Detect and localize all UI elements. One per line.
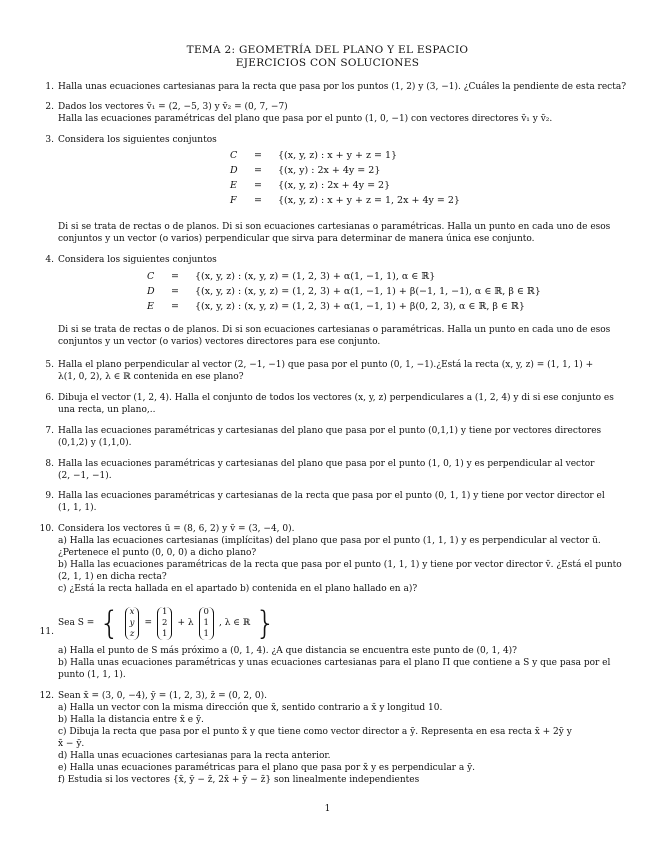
exercise-text: (2, 1, 1) en dicha recta?: [58, 572, 167, 582]
exercise-text: una recta, un plano,..: [58, 405, 156, 415]
exercise-number: 11.: [39, 627, 54, 637]
exercise-text: c) ¿Está la recta hallada en el apartado b) contenida en el plano hallado en a)?: [58, 584, 418, 594]
exercise-text: (0,1,2) y (1,1,0).: [58, 438, 132, 448]
title-line-2: EJERCICIOS CON SOLUCIONES: [235, 57, 420, 69]
exercise-text: Dibuja el vector (1, 2, 4). Halla el conjunto de todos los vectores (x, y, z) perpendiculares a (1, 2, 4) y di si ese conjunto es: [58, 393, 614, 403]
exercise-text: f) Estudia si los vectores {x̄, ȳ − z̄, 2x̄ + ȳ − z̄} son linealmente independientes: [58, 775, 420, 785]
exercise-text: Dados los vectores v̄₁ = (2, −5, 3) y v̄₂ = (0, 7, −7): [58, 102, 288, 112]
right-brace-icon: }: [255, 604, 276, 642]
exercise-text: Di si se trata de rectas o de planos. Di si son ecuaciones cartesianas o paramétricas. Halla un punto en cada uno de esos: [58, 325, 611, 335]
exercise-text: ¿Pertenece el punto (0, 0, 0) a dicho plano?: [58, 548, 257, 558]
exercise-text: Di si se trata de rectas o de planos. Di si son ecuaciones cartesianas o paramétricas. Halla un punto en cada uno de esos: [58, 222, 611, 232]
exercise-text: Sean x̄ = (3, 0, −4), ȳ = (1, 2, 3), z̄ = (0, 2, 0).: [58, 691, 267, 701]
exercise-text: Halla las ecuaciones paramétricas y cartesianas de la recta que pasa por el punto (0, 1, 1) y tiene por vector director el: [58, 491, 605, 501]
xyz-column: x y z: [125, 607, 140, 640]
exercise-text: Considera los siguientes conjuntos: [58, 135, 217, 145]
exercise-text: λ(1, 0, 2), λ ∈ ℝ contenida en ese plano?: [58, 372, 244, 382]
exercise-number: 3.: [45, 135, 54, 145]
exercise-text: Halla el plano perpendicular al vector (2, −1, −1) que pasa por el punto (0, 1, −1).¿Está la recta (x, y, z) = (1, 1, 1) +: [58, 360, 594, 370]
exercise-number: 7.: [45, 426, 54, 436]
exercise-number: 2.: [45, 102, 54, 112]
lambda-term: + λ: [177, 618, 194, 628]
exercise-number: 6.: [45, 393, 54, 403]
exercise-text: d) Halla unas ecuaciones cartesianas para la recta anterior.: [58, 751, 331, 761]
exercise-text: Considera los siguientes conjuntos: [58, 255, 217, 265]
exercise-text: b) Halla unas ecuaciones paramétricas y unas ecuaciones cartesianas para el plano Π que contiene a S y que pasa por el: [58, 658, 611, 668]
exercise-text: c) Dibuja la recta que pasa por el punto x̄ y que tiene como vector director a ȳ. Representa en esa recta x̄ + 2ȳ y: [58, 727, 572, 737]
exercise-text: e) Halla unas ecuaciones paramétricas para el plano que pasa por x̄ y es perpendicular a ȳ.: [58, 763, 476, 773]
exercise-number: 4.: [45, 255, 54, 265]
exercise-text: Halla las ecuaciones paramétricas y cartesianas del plano que pasa por el punto (0,1,1) y tiene por vectores directores: [58, 426, 602, 436]
set-label: Sea S =: [58, 618, 95, 628]
exercise-number: 12.: [39, 691, 54, 701]
exercise-text: (2, −1, −1).: [58, 471, 112, 481]
exercise-text: b) Halla las ecuaciones paramétricas de la recta que pasa por el punto (1, 1, 1) y tiene por vector director v̄. ¿Está el punto: [58, 560, 622, 570]
exercise-text: punto (1, 1, 1).: [58, 670, 126, 680]
exercise-text: x̄ − ȳ.: [58, 739, 85, 749]
exercise-text: (1, 1, 1).: [58, 503, 97, 513]
exercise-text: a) Halla el punto de S más próximo a (0, 1, 4). ¿A que distancia se encuentra este punto de (0, 1, 4)?: [58, 646, 518, 656]
exercise-text: conjuntos y un vector (o varios) perpendicular que sirva para determinar de manera única ese conjunto.: [58, 234, 535, 244]
exercise-number: 8.: [45, 459, 54, 469]
exercise-number: 5.: [45, 360, 54, 370]
exercise-number: 9.: [45, 491, 54, 501]
exercise-text: conjuntos y un vector (o varios) vectores directores para ese conjunto.: [58, 337, 381, 347]
exercise-text: Halla las ecuaciones paramétricas del plano que pasa por el punto (1, 0, −1) con vectores directores v̄₁ y v̄₂.: [58, 114, 553, 124]
parametric-set-S: Sea S = { x y z = 1 2 1 + λ 0 1 1 , λ ∈ ℝ }: [58, 604, 276, 642]
direction-column: 0 1 1: [199, 607, 214, 640]
exercise-text: Halla las ecuaciones paramétricas y cartesianas del plano que pasa por el punto (1, 0, 1) y es perpendicular al vector: [58, 459, 595, 469]
left-brace-icon: {: [99, 604, 120, 642]
exercise-number: 1.: [45, 82, 54, 92]
exercise-text: Halla unas ecuaciones cartesianas para la recta que pasa por los puntos (1, 2) y (3, −1). ¿Cuáles la pendiente de esta recta?: [58, 82, 627, 92]
exercise-text: b) Halla la distancia entre x̄ e ȳ.: [58, 715, 204, 725]
exercise-text: Considera los vectores ū = (8, 6, 2) y v̄ = (3, −4, 0).: [58, 524, 295, 534]
page: TEMA 2: GEOMETRÍA DEL PLANO Y EL ESPACIO EJERCICIOS CON SOLUCIONES 1. Halla unas ecuaciones cartesianas para la recta que pasa por los puntos (1, 2) y (3, −1). ¿Cuáles la pendiente de esta recta? 2. Dados los vectores v̄₁ = (2, −5, 3) y v̄₂ = (0, 7, −7) Halla las ecuaciones paramétricas del plano que pasa por el punto (1, 0, −1) con vectores directores v̄₁ y v̄₂. 3. Considera los siguientes conjuntos C = {(x, y, z) : x + y + z = 1} D = {(x, y) : 2x + 4y = 2} E = {(x, y, z) : 2x + 4y = 2} F = {(x, y, z) : x + y + z = 1, 2x + 4y = 2} Di si se trata de rectas o de planos. Di si son ecuaciones cartesianas o paramétricas. Halla un punto en cada uno de esos conjuntos y un vector (o varios) perpendicular que sirva para determinar de manera única ese conjunto. 4. Considera los siguientes conjuntos C = {(x, y, z) : (x, y, z) = (1, 2, 3) + α(1, −1, 1), α ∈ ℝ} D = {(x, y, z) : (x, y, z) = (1, 2, 3) + α(1, −1, 1) + β(−1, 1, −1), α ∈ ℝ, β ∈ ℝ} E = {(x, y, z) : (x, y, z) = (1, 2, 3) + α(1, −1, 1) + β(0, 2, 3), α ∈ ℝ, β ∈ ℝ} Di si se trata de rectas o de planos. Di si son ecuaciones cartesianas o paramétricas. Halla un punto en cada uno de esos conjuntos y un vector (o varios) vectores directores para ese conjunto. 5. Halla el plano perpendicular al vector (2, −1, −1) que pasa por el punto (0, 1, −1).¿Está la recta (x, y, z) = (1, 1, 1) + λ(1, 0, 2), λ ∈ ℝ contenida en ese plano? 6. Dibuja el vector (1, 2, 4). Halla el conjunto de todos los vectores (x, y, z) perpendiculares a (1, 2, 4) y di si ese conjunto es una recta, un plano,.. 7. Halla las ecuaciones paramétricas y cartesianas del plano que pasa por el punto (0,1,1) y tiene por vectores directores (0,1,2) y (1,1,0). 8. Halla las ecuaciones paramétricas y cartesianas del plano que pasa por el punto (1, 0, 1) y es perpendicular al vector (2, −1, −1). 9. Halla las ecuaciones paramétricas y cartesianas de la recta que pasa por el punto (0, 1, 1) y tiene por vector director el (1, 1, 1). 10. Considera los vectores ū = (8, 6, 2) y v̄ = (3, −4, 0). a) Halla las ecuaciones cartesianas (implícitas) del plano que pasa por el punto (1, 1, 1) y es perpendicular al vector ū. ¿Pertenece el punto (0, 0, 0) a dicho plano? b) Halla las ecuaciones paramétricas de la recta que pasa por el punto (1, 1, 1) y tiene por vector director v̄. ¿Está el punto (2, 1, 1) en dicha recta? c) ¿Está la recta hallada en el apartado b) contenida en el plano hallado en a)? 11. Sea S = { x y z = 1 2 1 + λ 0 1 1 , λ ∈ ℝ } a) Halla el punto de S más próximo a (0, 1, 4). ¿A que distancia se encuentra este punto de (0, 1, 4)? b) Halla unas ecuaciones paramétricas y unas ecuaciones cartesianas para el plano Π que contiene a S y que pasa por el punto (1, 1, 1). 12. Sean x̄ = (3, 0, −4), ȳ = (1, 2, 3), z̄ = (0, 2, 0). a) Halla un vector con la misma dirección que x̄, sentido contrario a x̄ y longitud 10. b) Halla la distancia entre x̄ e ȳ. c) Dibuja la recta que pasa por el punto x̄ y que tiene como vector director a ȳ. Representa en esa recta x̄ + 2ȳ y x̄ − ȳ. d) Halla unas ecuaciones cartesianas para la recta anterior. e) Halla unas ecuaciones paramétricas para el plano que pasa por x̄ y es perpendicular a ȳ. f) Estudia si los vectores {x̄, ȳ − z̄, 2x̄ + ȳ − z̄} son linealmente independientes 1: [0, 0, 655, 848]
exercise-number: 10.: [39, 524, 54, 534]
point-column: 1 2 1: [157, 607, 172, 640]
page-number: 1: [324, 804, 331, 814]
exercise-text: a) Halla un vector con la misma dirección que x̄, sentido contrario a x̄ y longitud 10.: [58, 703, 443, 713]
lambda-domain: , λ ∈ ℝ: [218, 618, 251, 628]
title-line-1: TEMA 2: GEOMETRÍA DEL PLANO Y EL ESPACIO: [186, 44, 469, 56]
exercise-text: a) Halla las ecuaciones cartesianas (implícitas) del plano que pasa por el punto (1, 1, 1) y es perpendicular al vector ū.: [58, 536, 601, 546]
